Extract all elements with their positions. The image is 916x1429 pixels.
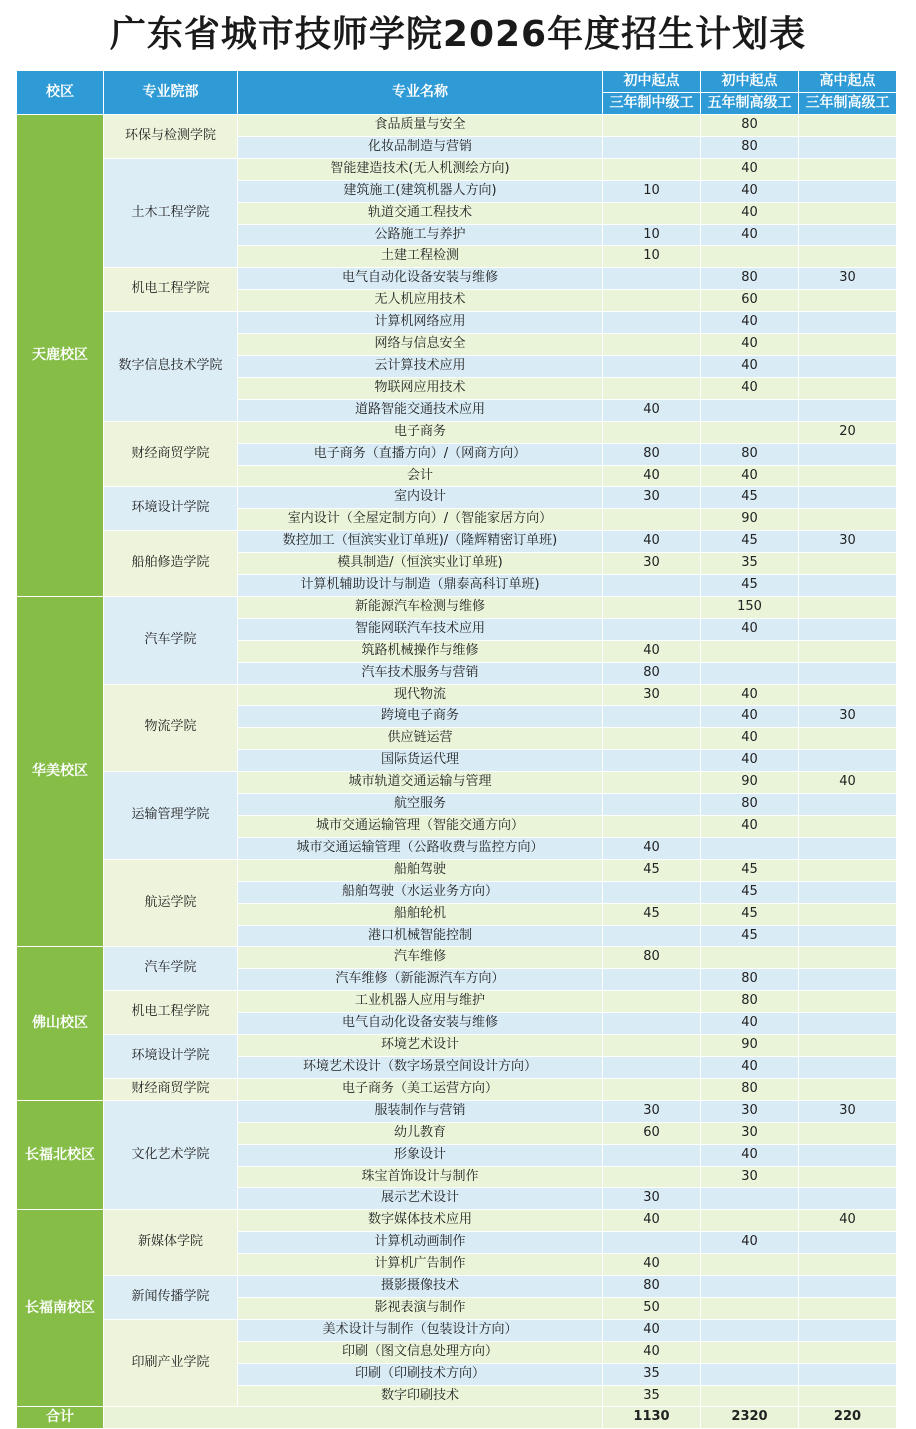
quota-col3	[799, 1035, 897, 1057]
major-name: 跨境电子商务	[238, 706, 603, 728]
quota-col2: 40	[701, 618, 799, 640]
quota-col1	[603, 509, 701, 531]
quota-col1: 30	[603, 684, 701, 706]
quota-col3	[799, 1276, 897, 1298]
quota-col3	[799, 1341, 897, 1363]
quota-col1	[603, 202, 701, 224]
table-row	[17, 596, 897, 618]
major-name: 模具制造/（恒滨实业订单班)	[238, 553, 603, 575]
quota-col2: 40	[701, 224, 799, 246]
table-row	[17, 487, 897, 509]
quota-col3	[799, 596, 897, 618]
quota-col1: 40	[603, 1341, 701, 1363]
table-row	[17, 312, 897, 334]
quota-col2: 40	[701, 706, 799, 728]
total-label: 合计	[17, 1407, 104, 1429]
major-name: 数字印刷技术	[238, 1385, 603, 1407]
quota-col1: 40	[603, 1254, 701, 1276]
total-col3: 220	[799, 1407, 897, 1429]
major-name: 印刷（图文信息处理方向）	[238, 1341, 603, 1363]
quota-col2	[701, 1276, 799, 1298]
quota-col2	[701, 1385, 799, 1407]
quota-col2: 40	[701, 1232, 799, 1254]
quota-col2: 40	[701, 180, 799, 202]
quota-col2: 40	[701, 312, 799, 334]
quota-col2	[701, 1188, 799, 1210]
quota-col2: 40	[701, 1144, 799, 1166]
quota-col1: 45	[603, 859, 701, 881]
quota-col1	[603, 925, 701, 947]
campus-name: 佛山校区	[17, 947, 104, 1100]
college-name: 印刷产业学院	[104, 1319, 238, 1407]
quota-col2: 90	[701, 1035, 799, 1057]
table-row	[17, 772, 897, 794]
quota-col3	[799, 334, 897, 356]
major-name: 室内设计（全屋定制方向）/（智能家居方向）	[238, 509, 603, 531]
quota-col3	[799, 1254, 897, 1276]
quota-col1	[603, 1078, 701, 1100]
campus-name: 长福北校区	[17, 1100, 104, 1210]
major-name: 会计	[238, 465, 603, 487]
major-name: 室内设计	[238, 487, 603, 509]
table-row	[17, 421, 897, 443]
quota-col1	[603, 136, 701, 158]
quota-col2	[701, 1210, 799, 1232]
major-name: 电气自动化设备安装与维修	[238, 1013, 603, 1035]
major-name: 城市交通运输管理（公路收费与监控方向）	[238, 837, 603, 859]
quota-col3	[799, 312, 897, 334]
header-campus: 校区	[17, 71, 104, 115]
college-name: 运输管理学院	[104, 772, 238, 860]
table-body	[17, 115, 897, 1429]
major-name: 无人机应用技术	[238, 290, 603, 312]
quota-col2	[701, 1341, 799, 1363]
table-row	[17, 158, 897, 180]
quota-col2	[701, 1363, 799, 1385]
quota-col3	[799, 115, 897, 137]
quota-col3	[799, 575, 897, 597]
quota-col2	[701, 421, 799, 443]
quota-col1	[603, 1035, 701, 1057]
major-name: 计算机广告制作	[238, 1254, 603, 1276]
major-name: 环境艺术设计	[238, 1035, 603, 1057]
header-col3-bottom: 三年制高级工	[799, 93, 897, 115]
quota-col3	[799, 136, 897, 158]
quota-col1: 35	[603, 1385, 701, 1407]
major-name: 食品质量与安全	[238, 115, 603, 137]
quota-col2: 80	[701, 991, 799, 1013]
quota-col1	[603, 969, 701, 991]
major-name: 城市交通运输管理（智能交通方向）	[238, 816, 603, 838]
quota-col1	[603, 421, 701, 443]
quota-col1	[603, 1166, 701, 1188]
quota-col2: 45	[701, 487, 799, 509]
major-name: 供应链运营	[238, 728, 603, 750]
major-name: 道路智能交通技术应用	[238, 399, 603, 421]
quota-col2: 40	[701, 816, 799, 838]
college-name: 文化艺术学院	[104, 1100, 238, 1210]
quota-col1	[603, 728, 701, 750]
quota-col2: 40	[701, 158, 799, 180]
quota-col2: 45	[701, 859, 799, 881]
quota-col1	[603, 268, 701, 290]
major-name: 筑路机械操作与维修	[238, 640, 603, 662]
quota-col2	[701, 1297, 799, 1319]
quota-col2: 40	[701, 728, 799, 750]
quota-col3: 30	[799, 268, 897, 290]
major-name: 电气自动化设备安装与维修	[238, 268, 603, 290]
quota-col1	[603, 991, 701, 1013]
college-name: 航运学院	[104, 859, 238, 947]
quota-col3	[799, 1056, 897, 1078]
major-name: 汽车维修	[238, 947, 603, 969]
quota-col2: 40	[701, 684, 799, 706]
campus-name: 华美校区	[17, 596, 104, 947]
header-major: 专业名称	[238, 71, 603, 115]
major-name: 智能建造技术(无人机测绘方向)	[238, 158, 603, 180]
major-name: 环境艺术设计（数字场景空间设计方向）	[238, 1056, 603, 1078]
college-name: 机电工程学院	[104, 991, 238, 1035]
table-row	[17, 1210, 897, 1232]
quota-col3	[799, 1078, 897, 1100]
quota-col3	[799, 969, 897, 991]
major-name: 摄影摄像技术	[238, 1276, 603, 1298]
major-name: 工业机器人应用与维护	[238, 991, 603, 1013]
major-name: 现代物流	[238, 684, 603, 706]
table-header	[17, 71, 897, 115]
college-name: 环保与检测学院	[104, 115, 238, 159]
quota-col3	[799, 1188, 897, 1210]
quota-col1: 80	[603, 443, 701, 465]
college-name: 船舶修造学院	[104, 531, 238, 597]
quota-col3	[799, 180, 897, 202]
quota-col1: 40	[603, 837, 701, 859]
quota-col2: 90	[701, 772, 799, 794]
quota-col3	[799, 1144, 897, 1166]
quota-col3	[799, 728, 897, 750]
quota-col3	[799, 794, 897, 816]
quota-col3: 40	[799, 772, 897, 794]
quota-col3	[799, 1013, 897, 1035]
quota-col3	[799, 859, 897, 881]
major-name: 航空服务	[238, 794, 603, 816]
major-name: 国际货运代理	[238, 750, 603, 772]
quota-col3	[799, 1297, 897, 1319]
college-name: 新闻传播学院	[104, 1276, 238, 1320]
campus-name: 天鹿校区	[17, 115, 104, 597]
quota-col2	[701, 399, 799, 421]
quota-col2	[701, 640, 799, 662]
quota-col2	[701, 662, 799, 684]
quota-col3	[799, 1385, 897, 1407]
quota-col2: 40	[701, 465, 799, 487]
quota-col3	[799, 290, 897, 312]
major-name: 化妆品制造与营销	[238, 136, 603, 158]
major-name: 计算机动画制作	[238, 1232, 603, 1254]
college-name: 新媒体学院	[104, 1210, 238, 1276]
table-row	[17, 531, 897, 553]
page-title: 广东省城市技师学院2026年度招生计划表	[109, 14, 807, 55]
total-col2: 2320	[701, 1407, 799, 1429]
quota-col1: 30	[603, 1100, 701, 1122]
quota-col2: 35	[701, 553, 799, 575]
quota-col2: 40	[701, 334, 799, 356]
quota-col2: 30	[701, 1166, 799, 1188]
major-name: 数字媒体技术应用	[238, 1210, 603, 1232]
table-row	[17, 684, 897, 706]
quota-col2: 80	[701, 443, 799, 465]
quota-col1	[603, 794, 701, 816]
quota-col1	[603, 575, 701, 597]
major-name: 新能源汽车检测与维修	[238, 596, 603, 618]
quota-col2: 40	[701, 377, 799, 399]
major-name: 船舶驾驶（水运业务方向）	[238, 881, 603, 903]
major-name: 土建工程检测	[238, 246, 603, 268]
major-name: 轨道交通工程技术	[238, 202, 603, 224]
college-name: 环境设计学院	[104, 1035, 238, 1079]
quota-col1	[603, 355, 701, 377]
quota-col3	[799, 158, 897, 180]
quota-col3: 30	[799, 531, 897, 553]
quota-col3	[799, 202, 897, 224]
quota-col1	[603, 881, 701, 903]
quota-col3	[799, 246, 897, 268]
college-name: 汽车学院	[104, 596, 238, 684]
quota-col3	[799, 640, 897, 662]
quota-col3: 40	[799, 1210, 897, 1232]
major-name: 电子商务	[238, 421, 603, 443]
quota-col2: 30	[701, 1100, 799, 1122]
major-name: 服装制作与营销	[238, 1100, 603, 1122]
quota-col1	[603, 312, 701, 334]
major-name: 展示艺术设计	[238, 1188, 603, 1210]
quota-col3	[799, 618, 897, 640]
quota-col3	[799, 925, 897, 947]
quota-col2: 150	[701, 596, 799, 618]
college-name: 机电工程学院	[104, 268, 238, 312]
total-col1: 1130	[603, 1407, 701, 1429]
table-row	[17, 1035, 897, 1057]
quota-col3	[799, 881, 897, 903]
major-name: 汽车维修（新能源汽车方向）	[238, 969, 603, 991]
quota-col2: 80	[701, 136, 799, 158]
quota-col1: 40	[603, 465, 701, 487]
quota-col2: 45	[701, 925, 799, 947]
quota-col3	[799, 377, 897, 399]
major-name: 珠宝首饰设计与制作	[238, 1166, 603, 1188]
quota-col1: 40	[603, 1210, 701, 1232]
quota-col2: 45	[701, 531, 799, 553]
quota-col1	[603, 115, 701, 137]
major-name: 计算机辅助设计与制造（鼎泰高科订单班)	[238, 575, 603, 597]
quota-col2: 80	[701, 1078, 799, 1100]
quota-col1: 60	[603, 1122, 701, 1144]
college-name: 物流学院	[104, 684, 238, 772]
quota-col1	[603, 706, 701, 728]
quota-col1: 10	[603, 224, 701, 246]
quota-col2	[701, 947, 799, 969]
quota-col2: 90	[701, 509, 799, 531]
quota-col2	[701, 1254, 799, 1276]
quota-col1: 50	[603, 1297, 701, 1319]
quota-col2: 80	[701, 115, 799, 137]
quota-col2: 40	[701, 355, 799, 377]
college-name: 土木工程学院	[104, 158, 238, 268]
quota-col1: 80	[603, 947, 701, 969]
quota-col2	[701, 837, 799, 859]
quota-col1: 80	[603, 662, 701, 684]
quota-col2	[701, 246, 799, 268]
quota-col1: 30	[603, 487, 701, 509]
quota-col1	[603, 1232, 701, 1254]
header-col1-bottom: 三年制中级工	[603, 93, 701, 115]
quota-col3	[799, 750, 897, 772]
quota-col1: 40	[603, 399, 701, 421]
major-name: 汽车技术服务与营销	[238, 662, 603, 684]
table-row	[17, 859, 897, 881]
table-row	[17, 1100, 897, 1122]
quota-col2: 45	[701, 881, 799, 903]
quota-col3	[799, 224, 897, 246]
enrollment-plan-table	[16, 70, 897, 1429]
major-name: 船舶驾驶	[238, 859, 603, 881]
quota-col3	[799, 399, 897, 421]
major-name: 智能网联汽车技术应用	[238, 618, 603, 640]
major-name: 幼儿教育	[238, 1122, 603, 1144]
quota-col3	[799, 816, 897, 838]
quota-col1: 10	[603, 246, 701, 268]
header-col3-top: 高中起点	[799, 71, 897, 93]
quota-col3	[799, 1363, 897, 1385]
quota-col2: 30	[701, 1122, 799, 1144]
quota-col3	[799, 991, 897, 1013]
quota-col3	[799, 487, 897, 509]
quota-col1: 40	[603, 531, 701, 553]
quota-col1	[603, 1056, 701, 1078]
table-row	[17, 115, 897, 137]
table-row	[17, 1319, 897, 1341]
quota-col1	[603, 596, 701, 618]
quota-col3: 20	[799, 421, 897, 443]
campus-name: 长福南校区	[17, 1210, 104, 1407]
table-row	[17, 1276, 897, 1298]
quota-col2: 45	[701, 575, 799, 597]
quota-col3	[799, 1319, 897, 1341]
quota-col3: 30	[799, 706, 897, 728]
quota-col1	[603, 750, 701, 772]
major-name: 公路施工与养护	[238, 224, 603, 246]
quota-col3	[799, 837, 897, 859]
table-row	[17, 268, 897, 290]
major-name: 计算机网络应用	[238, 312, 603, 334]
quota-col2	[701, 1319, 799, 1341]
quota-col1: 35	[603, 1363, 701, 1385]
quota-col3	[799, 509, 897, 531]
quota-col1	[603, 618, 701, 640]
quota-col1	[603, 816, 701, 838]
quota-col2: 45	[701, 903, 799, 925]
quota-col3: 30	[799, 1100, 897, 1122]
major-name: 数控加工（恒滨实业订单班)/（隆辉精密订单班)	[238, 531, 603, 553]
major-name: 船舶轮机	[238, 903, 603, 925]
quota-col2: 80	[701, 794, 799, 816]
college-name: 财经商贸学院	[104, 1078, 238, 1100]
major-name: 影视表演与制作	[238, 1297, 603, 1319]
quota-col3	[799, 1232, 897, 1254]
quota-col1: 30	[603, 553, 701, 575]
quota-col1: 45	[603, 903, 701, 925]
header-col1-top: 初中起点	[603, 71, 701, 93]
quota-col2: 60	[701, 290, 799, 312]
major-name: 物联网应用技术	[238, 377, 603, 399]
quota-col3	[799, 553, 897, 575]
major-name: 云计算技术应用	[238, 355, 603, 377]
major-name: 港口机械智能控制	[238, 925, 603, 947]
quota-col2: 40	[701, 202, 799, 224]
major-name: 形象设计	[238, 1144, 603, 1166]
quota-col3	[799, 684, 897, 706]
quota-col3	[799, 465, 897, 487]
header-college: 专业院部	[104, 71, 238, 115]
quota-col1	[603, 334, 701, 356]
header-col2-bottom: 五年制高级工	[701, 93, 799, 115]
quota-col1: 40	[603, 1319, 701, 1341]
table-row	[17, 991, 897, 1013]
quota-col1	[603, 1013, 701, 1035]
college-name: 财经商贸学院	[104, 421, 238, 487]
quota-col2: 40	[701, 750, 799, 772]
quota-col2: 40	[701, 1013, 799, 1035]
major-name: 城市轨道交通运输与管理	[238, 772, 603, 794]
quota-col1	[603, 377, 701, 399]
quota-col3	[799, 1166, 897, 1188]
quota-col3	[799, 903, 897, 925]
quota-col3	[799, 947, 897, 969]
college-name: 环境设计学院	[104, 487, 238, 531]
major-name: 网络与信息安全	[238, 334, 603, 356]
quota-col1: 40	[603, 640, 701, 662]
table-row	[17, 947, 897, 969]
college-name: 数字信息技术学院	[104, 312, 238, 422]
header-col2-top: 初中起点	[701, 71, 799, 93]
quota-col1: 80	[603, 1276, 701, 1298]
quota-col1: 10	[603, 180, 701, 202]
college-name: 汽车学院	[104, 947, 238, 991]
quota-col2: 80	[701, 268, 799, 290]
quota-col3	[799, 443, 897, 465]
major-name: 印刷（印刷技术方向）	[238, 1363, 603, 1385]
quota-col3	[799, 662, 897, 684]
quota-col2: 80	[701, 969, 799, 991]
quota-col1	[603, 158, 701, 180]
quota-col2: 40	[701, 1056, 799, 1078]
quota-col1	[603, 1144, 701, 1166]
quota-col3	[799, 1122, 897, 1144]
major-name: 美术设计与制作（包装设计方向）	[238, 1319, 603, 1341]
quota-col1	[603, 290, 701, 312]
quota-col1: 30	[603, 1188, 701, 1210]
major-name: 建筑施工(建筑机器人方向)	[238, 180, 603, 202]
major-name: 电子商务（美工运营方向）	[238, 1078, 603, 1100]
quota-col1	[603, 772, 701, 794]
major-name: 电子商务（直播方向）/（网商方向）	[238, 443, 603, 465]
table-row	[17, 1078, 897, 1100]
quota-col3	[799, 355, 897, 377]
